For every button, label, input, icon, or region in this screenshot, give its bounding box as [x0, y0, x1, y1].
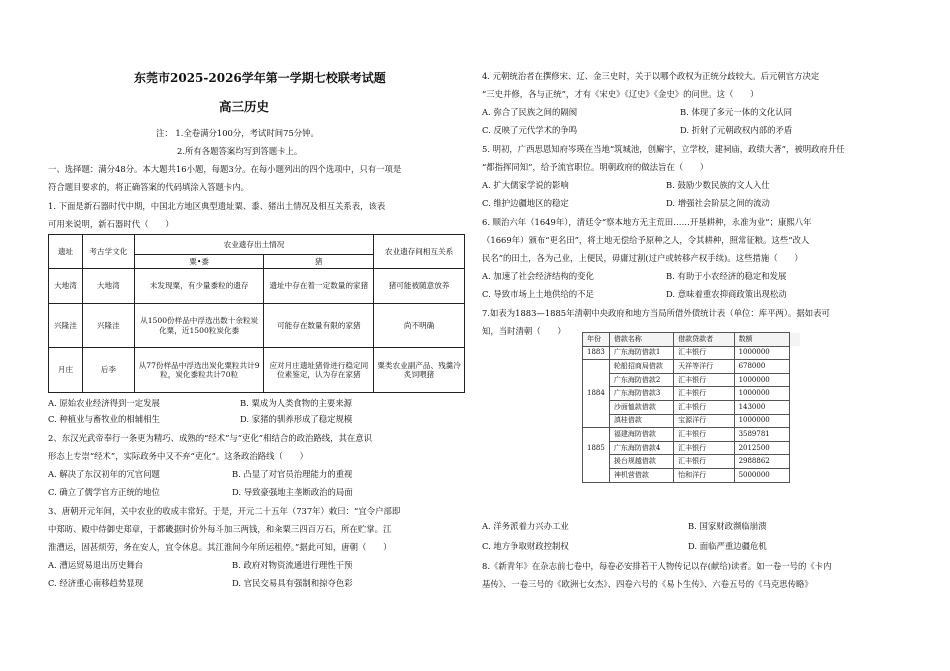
- table-row: [583, 428, 800, 442]
- q6-option-b[interactable]: B. 有助于小农经济的稳定和发展: [666, 271, 787, 281]
- q7-cell-name: 滇桂借款: [609, 414, 673, 428]
- q2-option-d[interactable]: D. 导致豪强地主垄断政治的局面: [232, 487, 353, 497]
- q7-cell-name: 广东海防借款3: [609, 387, 673, 401]
- q1-stem-2: 可用来说明，新石器时代（ ）: [48, 219, 174, 229]
- q7-cell-year: [583, 414, 610, 428]
- q7-cell-lender: 天祥等洋行: [674, 360, 734, 374]
- q7-cell-amount: 2012500: [734, 441, 789, 455]
- q3-option-d[interactable]: D. 官民交易具有强制和掠夺色彩: [232, 578, 353, 588]
- q1-cell-culture: 兴隆洼: [82, 303, 134, 348]
- q1-cell-millet: 未发现粟，有少量黍粒的遗存: [134, 269, 264, 303]
- q1-header-site: 遗址: [49, 235, 83, 269]
- q1-cell-relation: 尚不明确: [374, 303, 465, 348]
- q5-stem-1: 5. 明初，广西思恩知府岑瑛在当地“筑城池，创廨宇，立学校，建祠庙，政绩大著”，被明政府升任: [482, 144, 845, 154]
- q7-cell-lender: 汇丰银行: [674, 455, 734, 469]
- q7-cell-amount: 678000: [734, 360, 789, 374]
- q3-option-b[interactable]: B. 政府对物资流通进行理性干预: [232, 560, 353, 570]
- q1-cell-millet: 从77份样品中浮选出炭化粟粒共计9粒，炭化黍粒共计70粒: [134, 348, 264, 393]
- q7-cell-lender: 汇丰银行: [674, 400, 734, 414]
- q7-option-c[interactable]: C. 地方争取财政控制权: [482, 541, 569, 551]
- q7-cell-year: [583, 455, 610, 469]
- q4-stem-1: 4. 元朝统治者在撰修宋、辽、金三史时，关于以哪个政权为正统分歧较大。后元朝官方决定: [482, 71, 820, 81]
- q1-header-millet: 粟•黍: [134, 255, 264, 269]
- q6-option-c[interactable]: C. 导致市场上土地供给的不足: [482, 289, 594, 299]
- q8-stem-2: 基传》、一卷三号的《欧洲七女杰》、四卷六号的《易卜生传》、六卷五号的《马克思传略》: [482, 579, 813, 589]
- q7-cell-name: 援台规越借款: [609, 455, 673, 469]
- q7-stem-1: 7.如表为1883—1885年清朝中央政府和地方当局所借外债统计表（单位：库平两）。据如表可: [482, 308, 830, 318]
- q7-cell-amount: 1000000: [734, 346, 789, 360]
- q5-option-a[interactable]: A. 扩大儒家学说的影响: [482, 180, 569, 190]
- q1-cell-culture: 大地湾: [82, 269, 134, 303]
- q4-option-d[interactable]: D. 折射了元朝政权内部的矛盾: [680, 125, 793, 135]
- table-row: [583, 400, 800, 414]
- q6-option-d[interactable]: D. 意味着重农抑商政策出现松动: [666, 289, 787, 299]
- q1-option-d[interactable]: D. 家猪的驯养形成了稳定规模: [240, 414, 353, 424]
- q4-stem-2: “三史并修，各与正统”，才有《宋史》《辽史》《金史》的问世。这（ ）: [482, 89, 759, 99]
- q6-option-a[interactable]: A. 加速了社会经济结构的变化: [482, 271, 594, 281]
- table-row: [583, 360, 800, 374]
- q1-header-culture: 考古学文化: [82, 235, 134, 269]
- q7-cell-lender: 汇丰银行: [674, 428, 734, 442]
- q1-header-pig: 猪: [264, 255, 374, 269]
- table-row: [583, 373, 800, 387]
- table-row: [583, 414, 800, 428]
- q1-header-relation: 农业遗存间相互关系: [374, 235, 465, 269]
- q3-option-a[interactable]: A. 漕运贸易退出历史舞台: [48, 560, 144, 570]
- q2-option-a[interactable]: A. 解决了东汉初年的冗官问题: [48, 469, 160, 479]
- q7-cell-amount: 3589781: [734, 428, 789, 442]
- q7-stem-2: 知，当时清朝（ ）: [482, 326, 566, 336]
- table-row: [583, 346, 800, 360]
- exam-title: 东莞市2025-2026学年第一学期七校联考试题: [134, 71, 386, 85]
- q5-stem-2: “都指挥同知”，给予流官职位。明朝政府的做法旨在（ ）: [482, 162, 709, 172]
- subject-title: 高三历史: [219, 99, 270, 114]
- q7-table: [582, 332, 800, 483]
- q7-cell-name: 福建海防借款: [609, 428, 673, 442]
- q4-option-c[interactable]: C. 反映了元代学术的争鸣: [482, 125, 578, 135]
- q7-cell-year: [583, 468, 610, 482]
- q1-table-row: [49, 269, 465, 303]
- q7-cell-name: 沙面恤款借款: [609, 400, 673, 414]
- q1-cell-pig: 可能存在数量有限的家猪: [264, 303, 374, 348]
- q7-cell-amount: 5000000: [734, 468, 789, 482]
- q1-cell-site: 月庄: [49, 348, 83, 393]
- q1-cell-site: 兴隆洼: [49, 303, 83, 348]
- q1-cell-pig: 应对月庄遗址猪骨进行稳定同位素鉴定，认为存在家猪: [264, 348, 374, 393]
- q7-cell-amount: 1000000: [734, 414, 789, 428]
- q6-stem-3: 民名”的田土，各为己业，上便民，毋庸过割(过户或转移产权手续)。这些措施（ ）: [482, 253, 803, 263]
- q7-cell-year: 1884: [583, 387, 610, 401]
- q1-table-row: [49, 348, 465, 393]
- table-row: [583, 455, 800, 469]
- q1-cell-relation: 猪可能被随意放养: [374, 269, 465, 303]
- q7-cell-lender: 汇丰银行: [674, 373, 734, 387]
- table-row: [583, 387, 800, 401]
- table-row: [583, 468, 800, 482]
- q6-stem-2: （1669年）颁布“更名田”，将土地无偿给予原种之人，令其耕种，照常征粮。这些“改人: [482, 235, 810, 245]
- q2-stem-2: 形态上专崇“经术”，实际政务中又不弃“吏化”。这条政治路线（ ）: [48, 451, 308, 461]
- q5-option-c[interactable]: C. 维护边疆地区的稳定: [482, 198, 569, 208]
- q2-option-c[interactable]: C. 确立了儒学官方正统的地位: [48, 487, 160, 497]
- q7-cell-lender: 汇丰银行: [674, 441, 734, 455]
- q1-option-b[interactable]: B. 粟成为人类食物的主要来源: [240, 398, 352, 408]
- q7-cell-year: 1883: [583, 346, 610, 360]
- q1-cell-culture: 后李: [82, 348, 134, 393]
- q1-stem-1: 1. 下面是新石器时代中期，中国北方地区典型遗址粟、黍、猪出土情况及相互关系表，该表: [48, 201, 386, 211]
- q2-stem-1: 2、东汉光武帝奉行一条更为精巧、成熟的“经术”与“吏化”相结合的政治路线，其在意识: [48, 433, 372, 443]
- q3-stem-1: 3、唐朝开元年间，关中农业的收成丰常好。于是，开元二十五年（737年）敕曰：“宜令户部即: [48, 506, 401, 516]
- q1-table-row: [49, 303, 465, 348]
- q7-cell-year: 1885: [583, 441, 610, 455]
- q1-cell-millet: 从1500份样品中浮选出数十余粒炭化粟，近1500粒炭化黍: [134, 303, 264, 348]
- q7-cell-amount: 143000: [734, 400, 789, 414]
- q7-cell-lender: 宝源洋行: [674, 414, 734, 428]
- q7-cell-lender: 汇丰银行: [674, 387, 734, 401]
- q7-cell-amount: 1000000: [734, 387, 789, 401]
- q7-cell-year: [583, 400, 610, 414]
- q7-cell-amount: 2988862: [734, 455, 789, 469]
- q7-cell-name: 广东海防借款1: [609, 346, 673, 360]
- q2-option-b[interactable]: B. 凸显了对官员治理能力的重视: [232, 469, 353, 479]
- q3-option-c[interactable]: C. 经济重心南移趋势显现: [48, 578, 144, 588]
- table-row: [583, 441, 800, 455]
- q7-header-amount: 数额: [734, 333, 789, 347]
- q1-header-remains: 农业遗存出土情况: [134, 235, 373, 255]
- q8-stem-1: 8.《新青年》在杂志前七卷中，每卷必安排若干人物传记以存(献给)读者。如一卷一号的《卡内: [482, 561, 832, 571]
- q6-stem-1: 6. 顺治六年（1649年），清廷令“察本地方无主荒田……开垦耕种，永准为业”；康熙八年: [482, 217, 812, 227]
- q1-cell-relation: 粟类农业副产品、残羹冷炙饲喂猪: [374, 348, 465, 393]
- q3-stem-2: 中郑昉、殿中侍御史郑章，于都畿据时价外每斗加三两钱，和籴粟三四百万石，所在贮掌。江: [48, 524, 392, 534]
- q7-cell-name: 广东海防借款4: [609, 441, 673, 455]
- q7-option-d[interactable]: D. 面临严重边疆危机: [688, 541, 767, 551]
- section-instructions-2: 符合题目要求的，将正确答案的代码填涂入答题卡内。: [48, 182, 249, 192]
- q1-cell-pig: 遗址中存在着一定数量的家猪: [264, 269, 374, 303]
- q7-cell-lender: 怡和洋行: [674, 468, 734, 482]
- q7-option-b[interactable]: B. 国家财政濒临崩溃: [688, 521, 767, 531]
- q7-cell-amount: 1000000: [734, 373, 789, 387]
- note-2: 2.所有各题答案均写到答题卡上。: [177, 146, 303, 156]
- q4-option-a[interactable]: A. 弥合了民族之间的隔阂: [482, 107, 578, 117]
- q7-header-name: 借款名称: [609, 333, 673, 347]
- q1-option-a[interactable]: A. 原始农业经济得到一定发展: [48, 398, 160, 408]
- q7-cell-year: [583, 428, 610, 442]
- q5-option-b[interactable]: B. 鼓励少数民族的文人入仕: [666, 180, 770, 190]
- section-instructions-1: 一、选择题：满分48分。本大题共16小题，每题3分。在每小题列出的四个选项中，只有一项是: [48, 164, 402, 174]
- q7-cell-name: 广东海防借款2: [609, 373, 673, 387]
- q5-option-d[interactable]: D. 增强社会阶层之间的流动: [666, 198, 770, 208]
- q1-cell-site: 大地湾: [49, 269, 83, 303]
- q7-cell-name: 神机营借款: [609, 468, 673, 482]
- q1-option-c[interactable]: C. 种植业与畜牧业的相辅相生: [48, 414, 160, 424]
- q3-stem-3: 淮漕运，固甚烦劳，务在安人，宜令休息。其江淮间今年所运租停。”据此可知，唐朝（ ）: [48, 542, 392, 552]
- q1-table: [48, 234, 465, 393]
- q7-cell-year: [583, 360, 610, 374]
- q4-option-b[interactable]: B. 体现了多元一体的文化认同: [680, 107, 792, 117]
- q7-cell-lender: 汇丰银行: [674, 346, 734, 360]
- q7-cell-name: 轮船招商局借款: [609, 360, 673, 374]
- q7-option-a[interactable]: A. 洋务派着力兴办工业: [482, 521, 569, 531]
- note-1: 注： 1.全卷满分100分，考试时间75分钟。: [156, 128, 319, 138]
- q7-cell-year: [583, 373, 610, 387]
- q7-header-year: 年份: [583, 333, 610, 347]
- q7-header-lender: 借款贷款者: [674, 333, 734, 347]
